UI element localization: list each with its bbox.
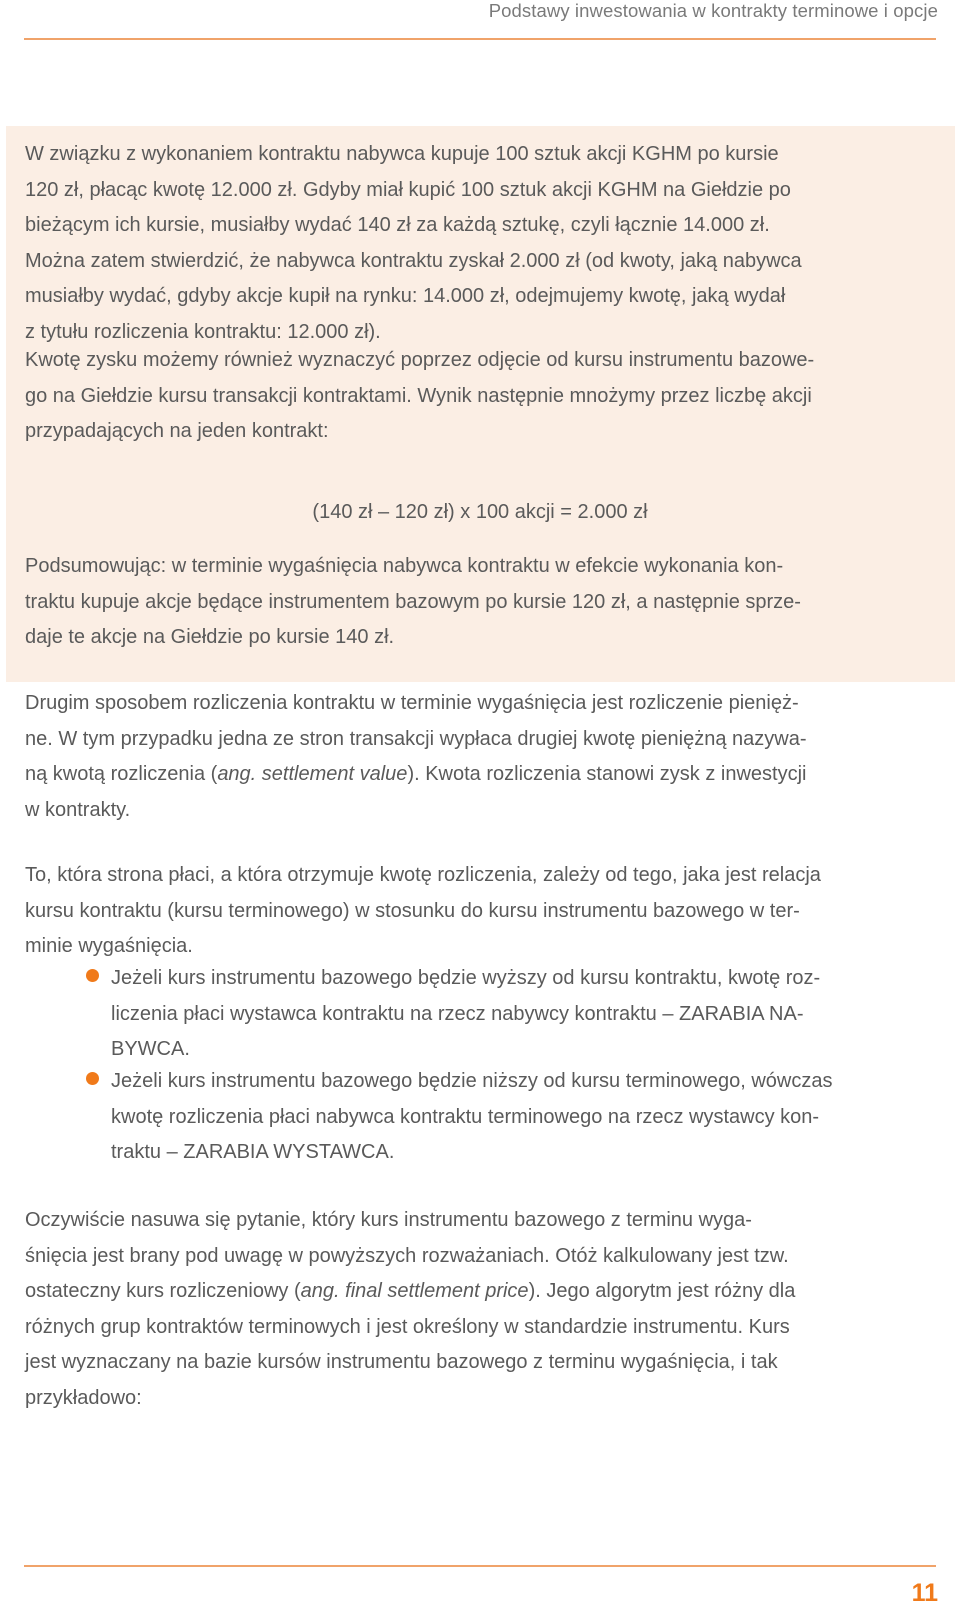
- text-span: ostateczny kurs rozliczeniowy (: [25, 1280, 301, 1302]
- box-paragraph-3: [25, 549, 936, 656]
- page-number: 11: [911, 1579, 938, 1607]
- text-line: z tytułu rozliczenia kontraktu: 12.000 zł).: [25, 320, 381, 343]
- text-line: różnych grup kontraktów terminowych i jest określony w standardzie instrumentu. Kurs: [25, 1315, 790, 1338]
- text-line: przykładowo:: [25, 1386, 142, 1409]
- footer-divider: [24, 1565, 936, 1567]
- text-line: To, która strona płaci, a która otrzymuje kwotę rozliczenia, zależy od tego, jaka jest relacja: [25, 864, 821, 886]
- text-line: Jeżeli kurs instrumentu bazowego będzie niższy od kursu terminowego, wówczas: [111, 1070, 833, 1092]
- text-line: Podsumowując: w terminie wygaśnięcia nabywca kontraktu w efekcie wykonania kon-: [25, 555, 784, 577]
- paragraph-final-price: [25, 1203, 936, 1416]
- formula: (140 zł – 120 zł) x 100 akcji = 2.000 zł: [312, 501, 648, 523]
- bullet-dot-icon: [86, 969, 99, 982]
- text-line: Drugim sposobem rozliczenia kontraktu w terminie wygaśnięcia jest rozliczenie pienięż-: [25, 692, 799, 714]
- text-span: ). Kwota rozliczenia stanowi zysk z inwestycji: [407, 763, 807, 785]
- box-paragraph-2: [25, 343, 936, 450]
- text-span: ). Jego algorytm jest różny dla: [528, 1280, 796, 1302]
- bullet-dot-icon: [86, 1072, 99, 1085]
- text-line: w kontrakty.: [25, 798, 131, 821]
- box-paragraph-1: [25, 137, 936, 350]
- running-header-title: Podstawy inwestowania w kontrakty terminowe i opcje: [488, 0, 938, 21]
- text-line: liczenia płaci wystawca kontraktu na rzecz nabywcy kontraktu – ZARABIA NA-: [111, 1002, 804, 1025]
- paragraph-settlement: [25, 686, 936, 828]
- text-line: śnięcia jest brany pod uwagę w powyższych rozważaniach. Otóż kalkulowany jest tzw.: [25, 1244, 789, 1267]
- text-line: Można zatem stwierdzić, że nabywca kontraktu zyskał 2.000 zł (od kwoty, jaką nabywca: [25, 249, 802, 272]
- text-line: przypadających na jeden kontrakt:: [25, 420, 329, 442]
- text-line: Jeżeli kurs instrumentu bazowego będzie wyższy od kursu kontraktu, kwotę roz-: [111, 967, 821, 989]
- text-line: [25, 1274, 936, 1310]
- text-line: ne. W tym przypadku jedna ze stron transakcji wypłaca drugiej kwotę pieniężną nazywa-: [25, 727, 807, 750]
- text-line: minie wygaśnięcia.: [25, 935, 193, 957]
- text-line: musiałby wydać, gdyby akcje kupił na rynku: 14.000 zł, odejmujemy kwotę, jaką wydał: [25, 285, 786, 307]
- text-line: jest wyznaczany na bazie kursów instrumentu bazowego z terminu wygaśnięcia, i tak: [25, 1351, 778, 1373]
- text-line: Oczywiście nasuwa się pytanie, który kurs instrumentu bazowego z terminu wyga-: [25, 1209, 752, 1231]
- paragraph-relation: [25, 858, 936, 965]
- text-line: traktu kupuje akcje będące instrumentem bazowym po kursie 120 zł, a następnie sprze-: [25, 590, 801, 613]
- bullet-item: [111, 961, 936, 1068]
- text-line: traktu – ZARABIA WYSTAWCA.: [111, 1141, 395, 1163]
- text-line: [25, 757, 936, 793]
- text-span: ną kwotą rozliczenia (: [25, 763, 218, 785]
- header-divider: [24, 38, 936, 40]
- text-line: daje te akcje na Giełdzie po kursie 140 zł.: [25, 626, 395, 648]
- text-line: Kwotę zysku możemy również wyznaczyć poprzez odjęcie od kursu instrumentu bazowe-: [25, 349, 815, 371]
- bullet-item: [111, 1064, 936, 1171]
- text-line: bieżącym ich kursie, musiałby wydać 140 zł za każdą sztukę, czyli łącznie 14.000 zł.: [25, 214, 770, 236]
- text-line: W związku z wykonaniem kontraktu nabywca kupuje 100 sztuk akcji KGHM po kursie: [25, 143, 779, 165]
- english-term: ang. settlement value: [217, 763, 408, 785]
- text-line: BYWCA.: [111, 1038, 190, 1060]
- text-line: kwotę rozliczenia płaci nabywca kontraktu terminowego na rzecz wystawcy kon-: [111, 1105, 820, 1128]
- english-term: ang. final settlement price: [300, 1280, 529, 1302]
- text-line: kursu kontraktu (kursu terminowego) w stosunku do kursu instrumentu bazowego w ter-: [25, 899, 800, 922]
- text-line: go na Giełdzie kursu transakcji kontraktami. Wynik następnie mnożymy przez liczbę akcji: [25, 384, 812, 407]
- text-line: 120 zł, płacąc kwotę 12.000 zł. Gdyby miał kupić 100 sztuk akcji KGHM na Giełdzie po: [25, 178, 791, 201]
